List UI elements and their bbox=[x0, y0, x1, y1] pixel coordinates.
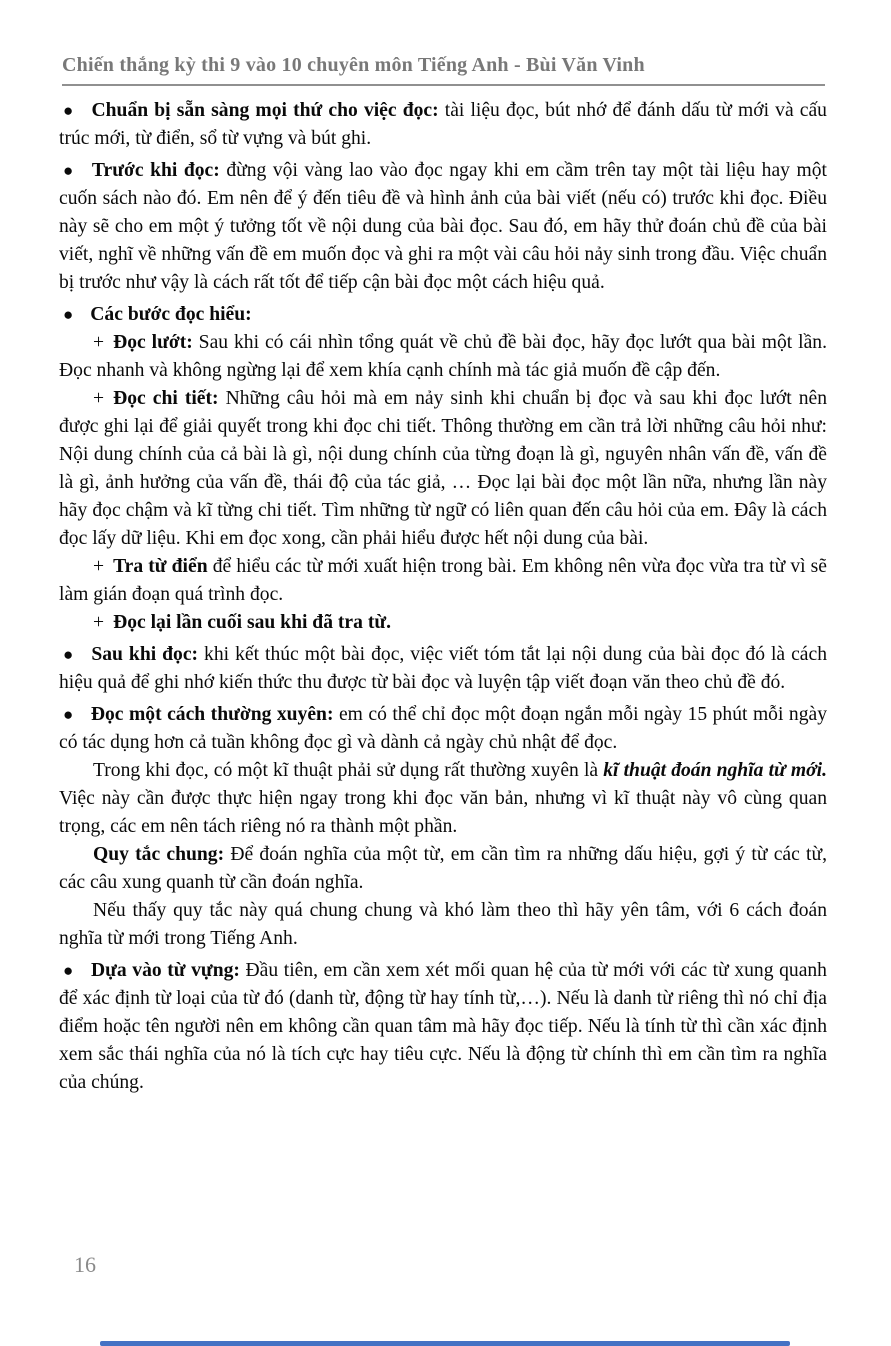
text-segment: Quy tắc chung: bbox=[93, 844, 225, 865]
text-segment: Tra từ điển bbox=[113, 556, 208, 577]
bullet-item bbox=[59, 957, 827, 1097]
text-segment: Đọc một cách thường xuyên: bbox=[90, 704, 334, 725]
text-segment: Sau khi đọc: bbox=[91, 644, 199, 665]
text-segment: Đọc lại lần cuối sau khi đã tra từ. bbox=[113, 612, 392, 633]
bullet-item bbox=[59, 97, 827, 153]
text-segment: tài liệu đọc, bút nhớ để đánh dấu từ mới và cấu trúc mới, từ điển, sổ từ vựng và bút ghi. bbox=[59, 100, 827, 149]
plus-marker-icon: + bbox=[93, 612, 105, 633]
bullet-marker-icon: ● bbox=[63, 305, 74, 324]
text-segment: Việc này cần được thực hiện ngay trong khi đọc văn bản, nhưng vì kĩ thuật này vô cùng quan trọng, các em nên tách riêng nó ra thành một phần. bbox=[59, 788, 827, 837]
text-segment: kĩ thuật đoán nghĩa từ mới. bbox=[603, 760, 827, 781]
plus-marker-icon: + bbox=[93, 332, 105, 353]
text-segment: Sau khi có cái nhìn tổng quát về chủ đề bài đọc, hãy đọc lướt qua bài một lần. Đọc nhanh và không ngừng lại để xem khía cạnh chính mà tác giả muốn đề cập đến. bbox=[59, 332, 827, 381]
text-segment: Trong khi đọc, có một kĩ thuật phải sử dụng rất thường xuyên là bbox=[93, 760, 604, 781]
sub-step-item bbox=[59, 553, 827, 609]
text-segment: đừng vội vàng lao vào đọc ngay khi em cầm trên tay một tài liệu hay một cuốn sách nào đó. Em nên để ý đến tiêu đề và hình ảnh của bài viết (nếu có) trước khi đọc. Điều này sẽ cho em một ý tưởng tốt về nội dung của bài đọc. Sau đó, em hãy thử đoán chủ đề của bài viết, nghĩ về những vấn đề em muốn đọc và ghi ra một vài câu hỏi nảy sinh trong đầu. Việc chuẩn bị trước như vậy là cách rất tốt để tiếp cận bài đọc một cách hiệu quả. bbox=[59, 160, 827, 293]
page-header bbox=[62, 54, 825, 86]
text-segment: em có thể chỉ đọc một đoạn ngắn mỗi ngày 15 phút mỗi ngày có tác dụng hơn cả tuần không đọc gì và dành cả ngày chủ nhật để đọc. bbox=[59, 704, 827, 753]
bullet-item bbox=[59, 157, 827, 297]
paragraph bbox=[59, 841, 827, 897]
text-segment: Đọc lướt: bbox=[113, 332, 193, 353]
bullet-marker-icon: ● bbox=[63, 161, 75, 180]
bullet-marker-icon: ● bbox=[63, 705, 74, 724]
text-segment: Trước khi đọc: bbox=[91, 160, 220, 181]
bullet-item bbox=[59, 301, 827, 329]
sub-step-item bbox=[59, 329, 827, 385]
text-segment: khi kết thúc một bài đọc, việc viết tóm tắt lại nội dung của bài đọc đó là cách hiệu quả để ghi nhớ kiến thức thu được từ bài đọc và luyện tập viết đoạn văn theo chủ đề đó. bbox=[59, 644, 827, 693]
plus-marker-icon: + bbox=[93, 388, 105, 409]
bullet-item bbox=[59, 641, 827, 697]
text-segment: để hiểu các từ mới xuất hiện trong bài. Em không nên vừa đọc vừa tra từ vì sẽ làm gián đoạn quá trình đọc. bbox=[59, 556, 828, 605]
page-body bbox=[59, 97, 827, 1097]
plus-marker-icon: + bbox=[93, 556, 105, 577]
text-segment: Đầu tiên, em cần xem xét mối quan hệ của từ mới với các từ xung quanh để xác định từ loại của từ đó (danh từ, động từ hay tính từ,…). Nếu là danh từ riêng thì nó chỉ địa điểm hoặc tên người nên em không cần quan tâm mà hãy đọc tiếp. Nếu là tính từ thì cần xác định xem sắc thái nghĩa của nó là tích cực hay tiêu cực. Nếu là động từ chính thì em cần tìm ra nghĩa của chúng. bbox=[59, 960, 827, 1093]
text-segment: Đọc chi tiết: bbox=[113, 388, 219, 409]
page-number: 16 bbox=[74, 1252, 96, 1277]
text-segment: Dựa vào từ vựng: bbox=[90, 960, 240, 981]
text-segment: Để đoán nghĩa của một từ, em cần tìm ra những dấu hiệu, gợi ý từ các từ, các câu xung quanh từ cần đoán nghĩa. bbox=[59, 844, 827, 893]
bullet-marker-icon: ● bbox=[63, 961, 74, 980]
bullet-marker-icon: ● bbox=[63, 101, 75, 120]
bottom-accent-bar bbox=[100, 1341, 790, 1346]
text-segment: Các bước đọc hiểu: bbox=[90, 304, 252, 325]
text-segment: Những câu hỏi mà em nảy sinh khi chuẩn bị đọc và sau khi đọc lướt nên được ghi lại để giải quyết trong khi đọc chi tiết. Thông thường em cần trả lời những câu hỏi như: Nội dung chính của cả bài là gì, nội dung chính của từng đoạn là gì, nguyên nhân vấn đề, vấn đề là gì, ảnh hưởng của vấn đề, thái độ của tác giả, … Đọc lại bài đọc một lần nữa, nhưng lần này hãy đọc chậm và kĩ từng chi tiết. Tìm những từ ngữ có liên quan đến câu hỏi của em. Đây là cách đọc lấy dữ liệu. Khi em đọc xong, cần phải hiểu được hết nội dung của bài. bbox=[59, 388, 827, 549]
sub-step-item bbox=[59, 609, 827, 637]
text-segment: Nếu thấy quy tắc này quá chung chung và khó làm theo thì hãy yên tâm, với 6 cách đoán nghĩa từ mới trong Tiếng Anh. bbox=[59, 900, 827, 949]
paragraph bbox=[59, 757, 827, 841]
bullet-item bbox=[59, 701, 827, 757]
paragraph bbox=[59, 897, 827, 953]
text-segment: Chuẩn bị sẵn sàng mọi thứ cho việc đọc: bbox=[91, 100, 439, 121]
sub-step-item bbox=[59, 385, 827, 553]
bullet-marker-icon: ● bbox=[63, 645, 75, 664]
book-title: Chiến thắng kỳ thi 9 vào 10 chuyên môn Tiếng Anh - Bùi Văn Vinh bbox=[62, 54, 645, 76]
